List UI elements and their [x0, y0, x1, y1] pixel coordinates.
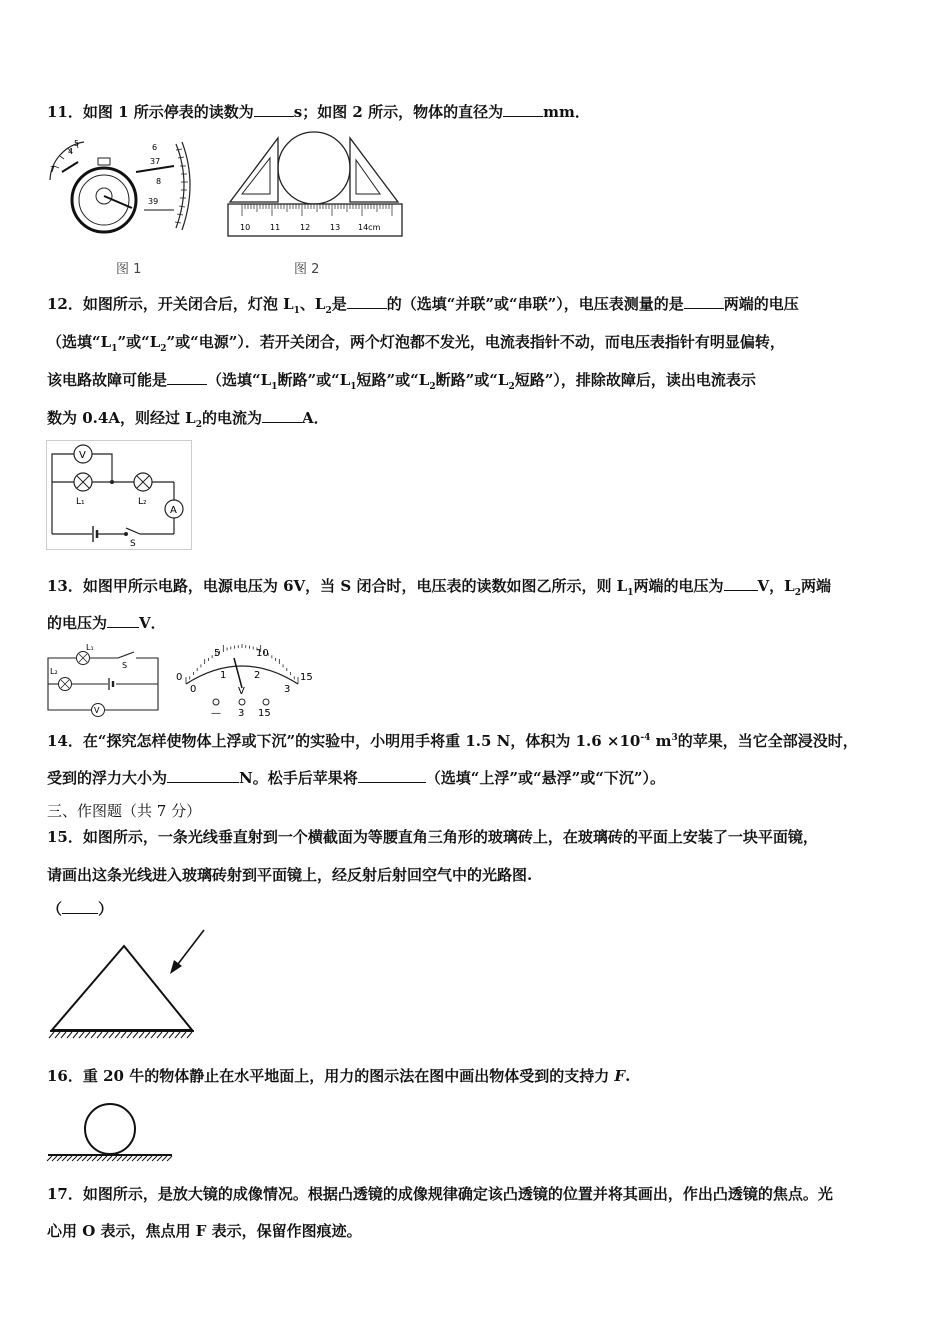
fig2-caption: 图 2 — [294, 262, 320, 277]
stopwatch-figure — [44, 136, 194, 236]
answer-blank[interactable] — [347, 294, 387, 309]
answer-blank[interactable] — [167, 768, 239, 783]
glass-prism-diagram — [46, 924, 208, 1044]
hatch-mark — [117, 1156, 122, 1161]
hatch-mark — [103, 1032, 108, 1038]
q13-voltmeter-dial — [174, 644, 320, 720]
q15-line-1: 15．如图所示，一条光线垂直射到一个横截面为等腰直角三角形的玻璃砖上，在玻璃砖的平面上安装了一块平面镜， — [47, 828, 818, 846]
hatch-mark — [57, 1156, 62, 1161]
meter-inner-label: 1 — [220, 670, 227, 681]
hatch-mark — [169, 1032, 174, 1038]
q13-line-1: 13．如图甲所示电路，电源电压为 6V，当 S 闭合时，电压表的读数如图乙所示，则 $L_1$两端的电压为 V，$L_2$两端 — [47, 577, 831, 598]
hatch-mark — [122, 1156, 127, 1161]
answer-blank[interactable] — [358, 768, 426, 783]
hatch-mark — [157, 1032, 162, 1038]
meter-inner-label: 3 — [284, 684, 291, 695]
hatch-mark — [139, 1032, 144, 1038]
q15-answer: （ ） — [47, 900, 114, 918]
hatch-mark — [187, 1032, 192, 1038]
stopwatch-label: 8 — [156, 177, 162, 186]
stopwatch-label: 4 — [68, 147, 74, 156]
answer-blank[interactable] — [254, 102, 294, 117]
terminal-label: 3 — [238, 708, 245, 719]
hatch-mark — [121, 1032, 126, 1038]
hatch-mark — [145, 1032, 150, 1038]
hatch-mark — [61, 1032, 66, 1038]
q17-line-1: 17．如图所示，是放大镜的成像情况。根据凸透镜的成像规律确定该凸透镜的位置并将其画出，作出凸透镜的焦点。光 — [47, 1185, 833, 1203]
hatch-mark — [73, 1032, 78, 1038]
voltmeter-label: V — [94, 706, 100, 715]
hatch-mark — [157, 1156, 162, 1161]
hatch-mark — [142, 1156, 147, 1161]
hatch-mark — [175, 1032, 180, 1038]
stopwatch-label: 37 — [150, 157, 161, 166]
answer-blank[interactable] — [724, 576, 758, 591]
q14-line-2: 受到的浮力大小为 N。松手后苹果将 （选填“上浮”或“悬浮”或“下沉”）。 — [47, 769, 666, 787]
hatch-mark — [97, 1032, 102, 1038]
hatch-mark — [67, 1156, 72, 1161]
hatch-mark — [137, 1156, 142, 1161]
q12-circuit-diagram — [46, 440, 192, 550]
hatch-mark — [127, 1032, 132, 1038]
ruler-label: 12 — [300, 223, 311, 232]
q16-line-1: 16．重 20 牛的物体静止在水平地面上，用力的图示法在图中画出物体受到的支持力 F. — [47, 1067, 631, 1085]
hatch-mark — [151, 1032, 156, 1038]
q12-line-1: 12．如图所示，开关闭合后，灯泡 $L_1$、$L_2$是 的（选填“并联”或“串联”），电压表测量的是 两端的电压 — [47, 295, 799, 316]
answer-blank[interactable] — [503, 102, 543, 117]
hatch-mark — [47, 1156, 52, 1161]
l2-label: L₂ — [50, 667, 58, 676]
stopwatch-label: 5 — [74, 139, 80, 148]
q13-line-2: 的电压为 V． — [47, 614, 166, 632]
q15-line-2: 请画出这条光线进入玻璃砖射到平面镜上，经反射后射回空气中的光路图. — [47, 866, 533, 884]
hatch-mark — [85, 1032, 90, 1038]
l1-label: L₁ — [86, 643, 94, 652]
q14-line-1: 14．在“探究怎样使物体上浮或下沉”的实验中，小明用手将重 1.5 N，体积为 $1.6 \times 10^{-4}$ $m^3$的苹果，当它全部浸没时， — [47, 732, 858, 750]
meter-outer-label: 15 — [300, 672, 313, 683]
hatch-mark — [115, 1032, 120, 1038]
ruler-figure — [226, 130, 406, 242]
hatch-mark — [167, 1156, 172, 1161]
hatch-mark — [127, 1156, 132, 1161]
stopwatch-label: 39 — [148, 197, 159, 206]
hatch-mark — [152, 1156, 157, 1161]
hatch-mark — [132, 1156, 137, 1161]
answer-blank[interactable] — [167, 370, 207, 385]
ruler-label: 14cm — [358, 223, 381, 232]
hatch-mark — [162, 1156, 167, 1161]
hatch-mark — [72, 1156, 77, 1161]
hatch-mark — [133, 1032, 138, 1038]
voltmeter-label: V — [79, 450, 86, 461]
hatch-mark — [79, 1032, 84, 1038]
switch-label: S — [130, 539, 136, 549]
q13-circuit-diagram — [46, 642, 162, 718]
hatch-mark — [82, 1156, 87, 1161]
hatch-mark — [92, 1156, 97, 1161]
ball-on-ground-diagram — [46, 1100, 176, 1164]
terminal-label: — — [211, 708, 221, 719]
fig1-caption: 图 1 — [116, 262, 142, 277]
hatch-mark — [163, 1032, 168, 1038]
meter-outer-label: 0 — [176, 672, 183, 683]
stopwatch-label: 7 — [50, 165, 56, 174]
q12-line-3: 该电路故障可能是 （选填“$L_1$断路”或“$L_1$短路”或“$L_2$断路”或“$L_2$短路”），排除故障后，读出电流表示 — [47, 371, 756, 392]
hatch-mark — [55, 1032, 60, 1038]
l2-label: L₂ — [138, 497, 147, 507]
hatch-mark — [87, 1156, 92, 1161]
hatch-mark — [77, 1156, 82, 1161]
hatch-mark — [107, 1156, 112, 1161]
stopwatch-label: 6 — [152, 143, 158, 152]
q12-line-4: 数为 0.4A，则经过 $L_2$的电流为 A． — [47, 409, 329, 430]
hatch-mark — [49, 1032, 54, 1038]
answer-blank[interactable] — [62, 899, 98, 914]
q11-line-1: 11．如图 1 所示停表的读数为 s；如图 2 所示，物体的直径为 mm． — [47, 103, 590, 121]
hatch-mark — [181, 1032, 186, 1038]
q12-line-2: （选填“$L_1$”或“$L_2$”或“电源”）．若开关闭合，两个灯泡都不发光，电流表指针不动，而电压表指针有明显偏转， — [47, 333, 785, 354]
hatch-mark — [112, 1156, 117, 1161]
hatch-mark — [102, 1156, 107, 1161]
meter-unit: V — [238, 686, 245, 697]
answer-blank[interactable] — [684, 294, 724, 309]
l1-label: L₁ — [76, 497, 85, 507]
ruler-label: 13 — [330, 223, 341, 232]
terminal-label: 15 — [258, 708, 271, 719]
answer-blank[interactable] — [107, 613, 139, 628]
hatch-mark — [91, 1032, 96, 1038]
ammeter-label: A — [170, 505, 177, 516]
meter-outer-label: 10 — [256, 648, 269, 659]
hatch-mark — [52, 1156, 57, 1161]
hatch-mark — [97, 1156, 102, 1161]
hatch-mark — [147, 1156, 152, 1161]
ruler-label: 11 — [270, 223, 281, 232]
hatch-mark — [67, 1032, 72, 1038]
meter-outer-label: 5 — [214, 648, 221, 659]
ruler-label: 10 — [240, 223, 251, 232]
section-title: 三、作图题（共 7 分） — [47, 802, 202, 820]
answer-blank[interactable] — [262, 408, 302, 423]
meter-inner-label: 2 — [254, 670, 261, 681]
meter-inner-label: 0 — [190, 684, 197, 695]
hatch-mark — [109, 1032, 114, 1038]
hatch-mark — [62, 1156, 67, 1161]
q17-line-2: 心用 O 表示，焦点用 F 表示，保留作图痕迹。 — [47, 1222, 362, 1240]
switch-label: S — [122, 661, 128, 670]
